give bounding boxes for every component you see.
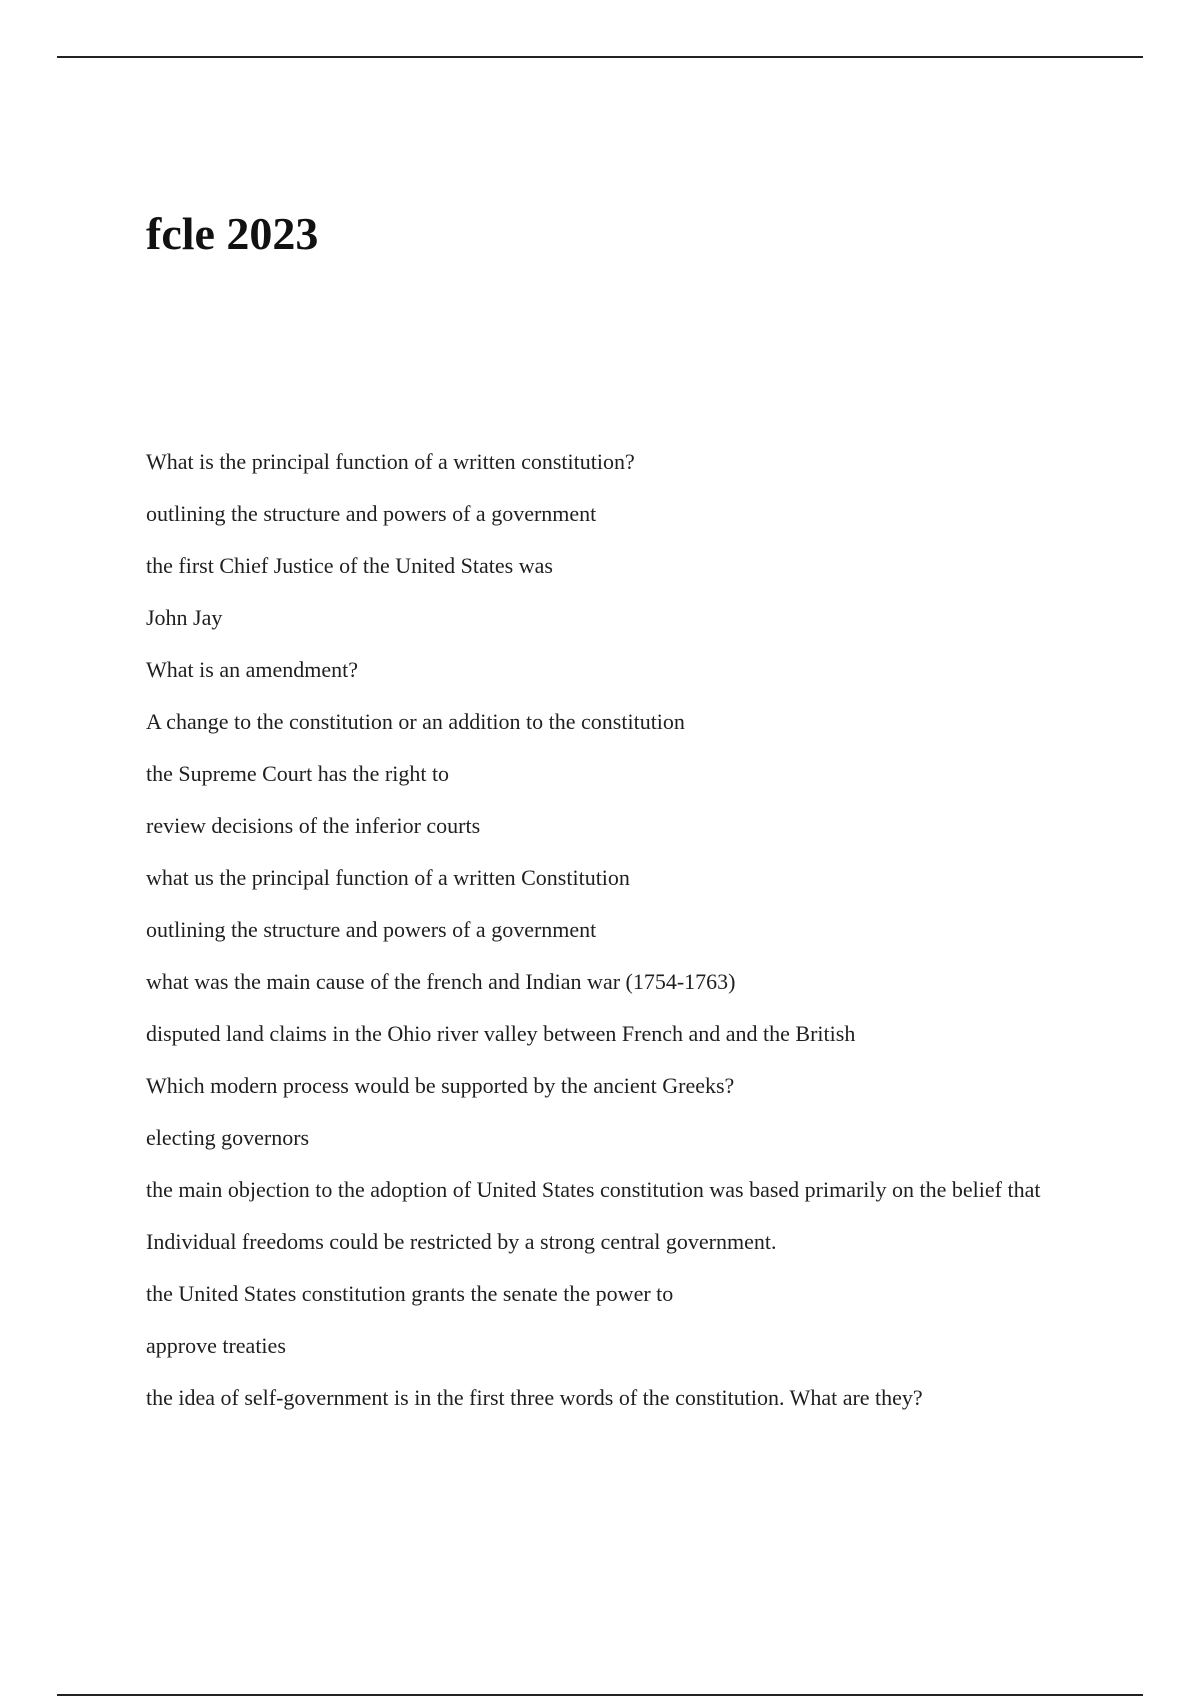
answer-line: electing governors bbox=[146, 1125, 310, 1150]
question-line: what was the main cause of the french and Indian war (1754-1763) bbox=[146, 969, 736, 994]
answer-line: approve treaties bbox=[146, 1333, 286, 1358]
question-line: what us the principal function of a written Constitution bbox=[146, 865, 630, 890]
answer-line: outlining the structure and powers of a government bbox=[146, 917, 597, 942]
top-divider bbox=[57, 56, 1143, 58]
question-line: the Supreme Court has the right to bbox=[146, 761, 450, 786]
question-line: Which modern process would be supported by the ancient Greeks? bbox=[146, 1073, 735, 1098]
answer-line: John Jay bbox=[146, 605, 223, 630]
question-line: the first Chief Justice of the United States was bbox=[146, 553, 553, 578]
question-line: the United States constitution grants the senate the power to bbox=[146, 1281, 674, 1306]
document-title: fcle 2023 bbox=[146, 208, 319, 259]
bottom-divider bbox=[57, 1694, 1143, 1696]
answer-line: outlining the structure and powers of a government bbox=[146, 501, 597, 526]
answer-line: disputed land claims in the Ohio river valley between French and and the British bbox=[146, 1021, 856, 1046]
qa-list bbox=[146, 446, 1096, 1434]
question-line: What is the principal function of a written constitution? bbox=[146, 449, 635, 474]
question-line: What is an amendment? bbox=[146, 657, 358, 682]
answer-line: A change to the constitution or an addition to the constitution bbox=[146, 709, 685, 734]
answer-line: review decisions of the inferior courts bbox=[146, 813, 481, 838]
question-line: the main objection to the adoption of United States constitution was based primarily on the belief that bbox=[146, 1177, 1041, 1202]
answer-line: Individual freedoms could be restricted by a strong central government. bbox=[146, 1229, 777, 1254]
question-line: the idea of self-government is in the first three words of the constitution. What are they? bbox=[146, 1385, 923, 1410]
